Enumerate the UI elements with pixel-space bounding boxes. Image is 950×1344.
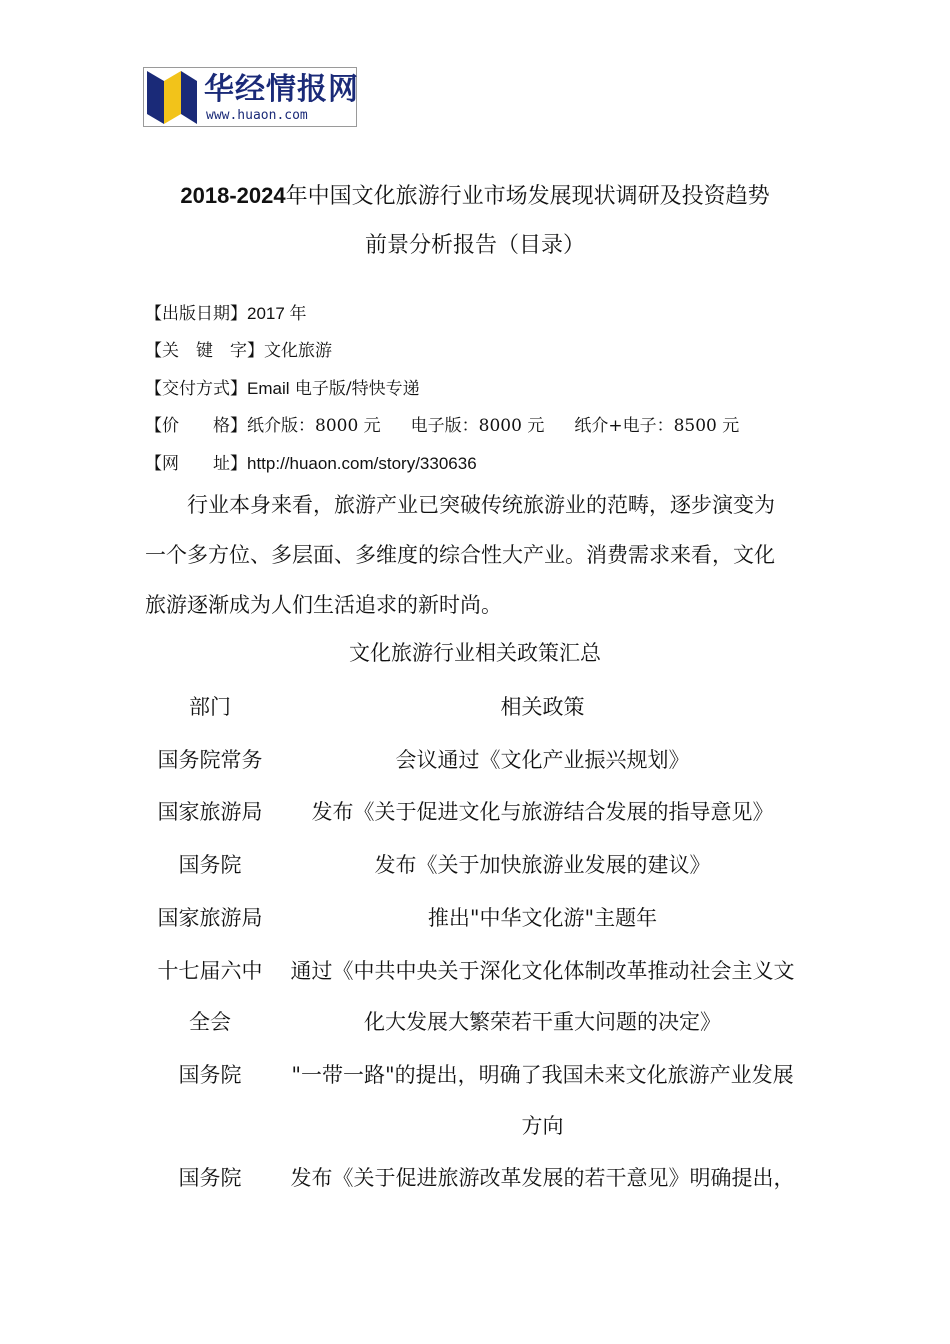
- meta-label: 【价 格】: [145, 416, 247, 436]
- meta-publish-date: [145, 302, 307, 326]
- table-cell-dept: 全会: [189, 1010, 231, 1034]
- table-header-policy: 相关政策: [500, 695, 585, 719]
- meta-value: 电子版/特快专递: [289, 379, 420, 399]
- meta-label: 【网 址】: [145, 454, 247, 474]
- table-cell-dept: 十七届六中: [157, 959, 263, 983]
- table-cell-dept: 国务院: [178, 853, 242, 877]
- price-electronic: 电子版：8000 元: [410, 416, 545, 436]
- price-paper: 纸介版：8000 元: [247, 416, 381, 436]
- intro-paragraph: [145, 480, 807, 630]
- website-link[interactable]: http://huaon.com/story/330636: [247, 454, 477, 473]
- meta-label: 【交付方式】: [145, 379, 247, 399]
- huaon-logo: [143, 67, 357, 127]
- table-cell-policy: 发布《关于加快旅游业发展的建议》: [374, 853, 711, 877]
- table-cell-policy: 通过《中共中央关于深化文化体制改革推动社会主义文: [290, 959, 795, 983]
- table-header-dept: 部门: [189, 695, 231, 719]
- logo-title: 华经情报网: [204, 72, 359, 107]
- table-cell-dept: 国家旅游局: [157, 800, 263, 824]
- meta-label: 【关 键 字】: [145, 341, 264, 361]
- table-cell-policy: 会议通过《文化产业振兴规划》: [395, 748, 690, 772]
- table-cell-policy: 化大发展大繁荣若干重大问题的决定》: [364, 1010, 721, 1034]
- meta-delivery: [145, 377, 420, 401]
- meta-value: 2017 年: [247, 304, 307, 323]
- table-cell-policy: 方向: [521, 1114, 564, 1138]
- intro-line: 一个多方位、多层面、多维度的综合性大产业。消费需求来看，文化: [145, 543, 775, 567]
- logo-url: www.huaon.com: [206, 108, 308, 123]
- meta-label: 【出版日期】: [145, 304, 247, 324]
- logo-mark-icon: [147, 71, 197, 124]
- report-title-text: 年中国文化旅游行业市场发展现状调研及投资趋势: [285, 184, 770, 209]
- table-cell-policy: 发布《关于促进文化与旅游结合发展的指导意见》: [311, 800, 774, 824]
- meta-keywords: [145, 339, 332, 363]
- table-cell-dept: 国家旅游局: [157, 906, 263, 930]
- meta-website: [145, 452, 477, 476]
- intro-line: 旅游逐渐成为人们生活追求的新时尚。: [145, 593, 502, 617]
- meta-value: 文化旅游: [264, 341, 332, 361]
- report-title-line-2: 前景分析报告（目录）: [364, 233, 585, 258]
- policy-table-title: 文化旅游行业相关政策汇总: [349, 641, 601, 665]
- table-cell-policy: 发布《关于促进旅游改革发展的若干意见》明确提出，: [290, 1166, 795, 1190]
- report-title-years: 2018-2024: [180, 183, 286, 208]
- price-both: 纸介+电子：8500 元: [574, 416, 740, 436]
- meta-value-latin: Email: [247, 379, 290, 398]
- intro-line: 行业本身来看，旅游产业已突破传统旅游业的范畴，逐步演变为: [187, 493, 775, 517]
- table-cell-dept: 国务院: [178, 1166, 242, 1190]
- table-cell-policy: 推出"中华文化游"主题年: [427, 906, 658, 930]
- table-cell-dept: 国务院: [178, 1063, 242, 1087]
- table-cell-policy: "一带一路"的提出，明确了我国未来文化旅游产业发展: [291, 1063, 794, 1087]
- meta-price: [145, 414, 739, 438]
- table-cell-dept: 国务院常务: [157, 748, 263, 772]
- report-title-line-1: [100, 181, 850, 212]
